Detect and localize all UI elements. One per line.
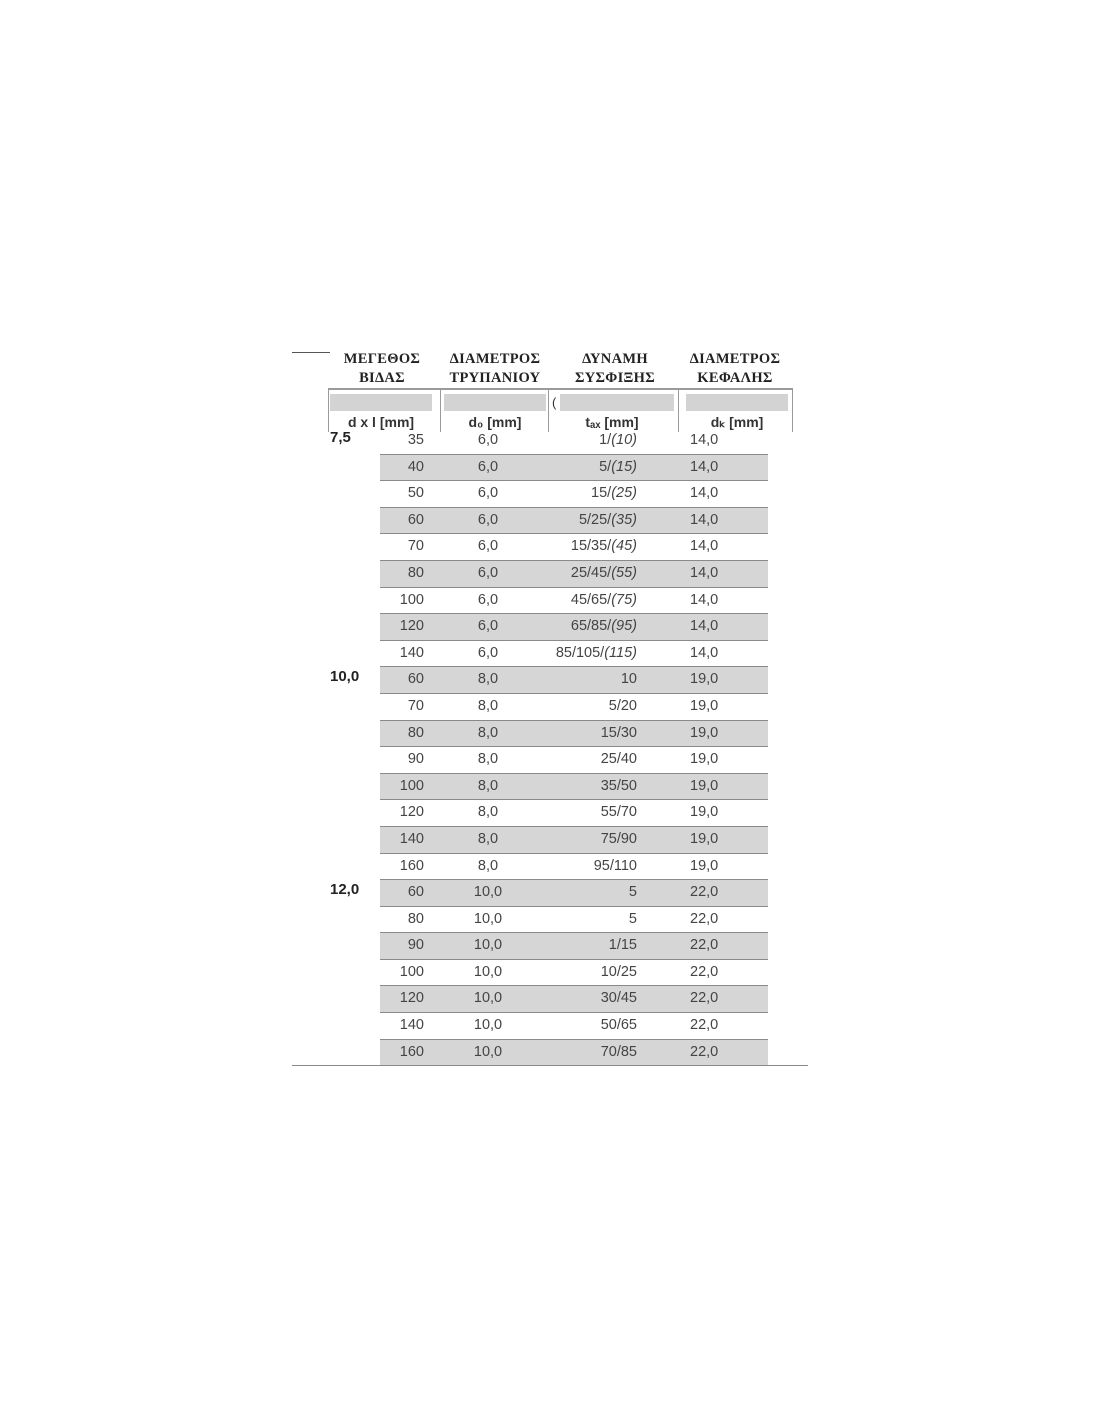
drill-diameter-cell: 10,0 (473, 910, 503, 927)
head-diameter-cell: 22,0 (690, 963, 719, 980)
screw-diameter-cell (330, 641, 370, 667)
screw-diameter-cell: 10,0 (330, 668, 360, 686)
head-diameter-cell: 14,0 (690, 511, 719, 528)
clamping-force-value: 25/40 (600, 751, 637, 768)
header-gray-band (686, 394, 788, 411)
head-diameter-cell: 22,0 (690, 937, 719, 954)
screw-diameter-cell (330, 721, 370, 747)
table-row (292, 588, 808, 615)
clamping-force-max-value: (45) (611, 538, 637, 555)
drill-diameter-cell: 6,0 (477, 618, 499, 635)
clamping-force-value: 15/30 (600, 724, 637, 741)
clamping-force-cell (542, 481, 637, 507)
screw-diameter-cell (330, 933, 370, 959)
table-row (292, 986, 808, 1013)
table-row (292, 854, 808, 881)
drill-diameter-cell: 10,0 (473, 884, 503, 901)
table-row (292, 667, 808, 694)
clamping-force-value: 50/65 (600, 1017, 637, 1034)
drill-diameter-cell: 10,0 (473, 1043, 503, 1060)
drill-diameter-cell: 6,0 (477, 511, 499, 528)
screw-length-cell: 70 (407, 697, 424, 714)
screw-length-cell: 90 (407, 751, 424, 768)
clamping-force-value: 70/85 (600, 1043, 637, 1060)
head-diameter-cell: 19,0 (690, 777, 719, 794)
screw-diameter-cell (330, 481, 370, 507)
clamping-force-value: 35/50 (600, 777, 637, 794)
head-diameter-cell: 19,0 (690, 830, 719, 847)
clamping-force-value: 5 (628, 884, 637, 901)
head-diameter-cell: 19,0 (690, 724, 719, 741)
clamping-force-value: 15/ (591, 485, 612, 502)
clamping-force-value: 10/25 (600, 963, 637, 980)
clamping-force-value: 5 (628, 910, 637, 927)
screw-diameter-cell (330, 800, 370, 826)
drill-diameter-cell: 8,0 (477, 697, 499, 714)
head-diameter-cell: 14,0 (690, 538, 719, 555)
screw-diameter-cell (330, 561, 370, 587)
screw-diameter-cell (330, 986, 370, 1012)
table-body (292, 428, 808, 1066)
drill-diameter-cell: 6,0 (477, 485, 499, 502)
head-diameter-cell: 22,0 (690, 884, 719, 901)
row-rule (292, 1065, 808, 1066)
table-row (292, 747, 808, 774)
clamping-force-cell (542, 534, 637, 560)
drill-diameter-cell: 8,0 (477, 830, 499, 847)
clamping-force-value: 55/70 (600, 804, 637, 821)
clamping-force-cell (542, 428, 637, 454)
drill-diameter-cell: 6,0 (477, 644, 499, 661)
table-row (292, 1013, 808, 1040)
unit-drill-diameter: d₀ [mm] (468, 414, 522, 430)
header-clamping-force: ΔΥΝΑΜΗ ΣΥΣΦΙΞΗΣ (574, 351, 656, 386)
screw-length-cell: 70 (407, 538, 424, 555)
table-row (292, 641, 808, 668)
head-diameter-cell: 14,0 (690, 644, 719, 661)
clamping-force-value: 85/105/ (555, 644, 605, 661)
clamping-force-cell (542, 800, 637, 826)
unit-head-diameter: dₖ [mm] (710, 414, 764, 430)
table-row (292, 614, 808, 641)
screw-diameter-cell: 12,0 (330, 881, 360, 899)
clamping-force-value: 5/20 (608, 697, 637, 714)
table-row (292, 694, 808, 721)
clamping-force-max-value: (115) (604, 644, 637, 661)
header-rule (328, 388, 792, 390)
clamping-force-cell (542, 854, 637, 880)
header-head-diameter: ΔΙΑΜΕΤΡΟΣ ΚΕΦΑΛΗΣ (689, 351, 781, 386)
screw-diameter-cell (330, 455, 370, 481)
header-divider (548, 388, 549, 432)
head-diameter-cell: 14,0 (690, 458, 719, 475)
unit-screw-size: d x l [mm] (347, 414, 415, 430)
head-diameter-cell: 14,0 (690, 591, 719, 608)
header-gray-band (444, 394, 546, 411)
head-diameter-cell: 14,0 (690, 432, 719, 448)
screw-spec-table (292, 340, 808, 1072)
clamping-force-value: 1/ (599, 432, 612, 448)
screw-length-cell: 40 (407, 458, 424, 475)
clamping-force-value: 15/35/ (570, 538, 612, 555)
screw-length-cell: 120 (399, 618, 424, 635)
screw-diameter-cell (330, 508, 370, 534)
screw-length-cell: 60 (407, 671, 424, 688)
table-row (292, 1040, 808, 1067)
screw-length-cell: 120 (399, 990, 424, 1007)
clamping-force-cell (542, 561, 637, 587)
clamping-force-max-value: (15) (611, 458, 637, 475)
table-row (292, 455, 808, 482)
screw-diameter-cell (330, 854, 370, 880)
screw-length-cell: 100 (399, 777, 424, 794)
unit-clamping-force: tₐₓ [mm] (585, 414, 639, 430)
table-row (292, 827, 808, 854)
screw-length-cell: 160 (399, 1043, 424, 1060)
header-divider (440, 388, 441, 432)
screw-diameter-cell (330, 960, 370, 986)
clamping-force-cell (542, 1013, 637, 1039)
table-row (292, 481, 808, 508)
screw-length-cell: 80 (407, 910, 424, 927)
clamping-force-value: 95/110 (593, 857, 637, 874)
clamping-force-cell (542, 880, 637, 906)
clamping-force-max-value: (95) (611, 618, 637, 635)
drill-diameter-cell: 8,0 (477, 724, 499, 741)
clamping-force-cell (542, 747, 637, 773)
table-row (292, 880, 808, 907)
clamping-force-cell (542, 694, 637, 720)
screw-diameter-cell (330, 614, 370, 640)
screw-length-cell: 100 (399, 591, 424, 608)
head-diameter-cell: 14,0 (690, 485, 719, 502)
clamping-force-max-value: (55) (611, 564, 637, 581)
drill-diameter-cell: 10,0 (473, 1017, 503, 1034)
table-row (292, 960, 808, 987)
drill-diameter-cell: 6,0 (477, 432, 499, 448)
drill-diameter-cell: 8,0 (477, 671, 499, 688)
clamping-force-max-value: (25) (611, 485, 637, 502)
screw-diameter-cell (330, 827, 370, 853)
head-diameter-cell: 22,0 (690, 1043, 719, 1060)
clamping-force-cell (542, 508, 637, 534)
head-diameter-cell: 22,0 (690, 990, 719, 1007)
clamping-force-cell (542, 455, 637, 481)
screw-length-cell: 100 (399, 963, 424, 980)
top-rule (292, 352, 330, 353)
clamping-force-value: 5/25/ (578, 511, 612, 528)
screw-length-cell: 120 (399, 804, 424, 821)
screw-diameter-cell (330, 1040, 370, 1066)
drill-diameter-cell: 6,0 (477, 538, 499, 555)
screw-length-cell: 140 (399, 1017, 424, 1034)
clamping-force-max-value: (10) (611, 432, 637, 448)
drill-diameter-cell: 6,0 (477, 564, 499, 581)
clamping-force-cell (542, 614, 637, 640)
table-row (292, 800, 808, 827)
drill-diameter-cell: 8,0 (477, 777, 499, 794)
table-row (292, 428, 808, 455)
screw-diameter-cell (330, 588, 370, 614)
drill-diameter-cell: 8,0 (477, 804, 499, 821)
clamping-force-value: 45/65/ (570, 591, 612, 608)
clamping-force-value: 65/85/ (570, 618, 612, 635)
clamping-force-cell (542, 1040, 637, 1066)
clamping-force-cell (542, 960, 637, 986)
clamping-force-value: 5/ (599, 458, 612, 475)
header-gray-band (330, 394, 432, 411)
clamping-force-value: 75/90 (600, 830, 637, 847)
drill-diameter-cell: 6,0 (477, 458, 499, 475)
screw-diameter-cell: 7,5 (330, 429, 351, 446)
clamping-force-cell (542, 641, 637, 667)
screw-diameter-cell (330, 774, 370, 800)
screw-length-cell: 60 (407, 511, 424, 528)
head-diameter-cell: 19,0 (690, 671, 719, 688)
screw-length-cell: 50 (407, 485, 424, 502)
screw-diameter-cell (330, 694, 370, 720)
screw-length-cell: 140 (399, 830, 424, 847)
drill-diameter-cell: 10,0 (473, 937, 503, 954)
screw-length-cell: 90 (407, 937, 424, 954)
head-diameter-cell: 22,0 (690, 1017, 719, 1034)
screw-diameter-cell (330, 534, 370, 560)
drill-diameter-cell: 10,0 (473, 990, 503, 1007)
clamping-force-cell (542, 827, 637, 853)
header-screw-size: ΜΕΓΕΘΟΣ ΒΙΔΑΣ (343, 351, 421, 386)
clamping-force-value: 10 (620, 671, 637, 688)
table-row (292, 534, 808, 561)
head-diameter-cell: 19,0 (690, 697, 719, 714)
clamping-force-cell (542, 907, 637, 933)
drill-diameter-cell: 8,0 (477, 751, 499, 768)
screw-length-cell: 80 (407, 724, 424, 741)
drill-diameter-cell: 10,0 (473, 963, 503, 980)
header-divider (328, 388, 329, 432)
header-gray-band (560, 394, 674, 411)
screw-length-cell: 160 (399, 857, 424, 874)
clamping-force-value: 25/45/ (570, 564, 612, 581)
screw-diameter-cell (330, 907, 370, 933)
table-row (292, 508, 808, 535)
table-row (292, 907, 808, 934)
clamping-force-cell (542, 774, 637, 800)
clamping-force-max-value: (75) (611, 591, 637, 608)
screw-diameter-cell (330, 1013, 370, 1039)
drill-diameter-cell: 8,0 (477, 857, 499, 874)
clamping-force-cell (542, 986, 637, 1012)
head-diameter-cell: 19,0 (690, 751, 719, 768)
head-diameter-cell: 19,0 (690, 804, 719, 821)
screw-length-cell: 60 (407, 884, 424, 901)
head-diameter-cell: 22,0 (690, 910, 719, 927)
clamping-force-cell (542, 667, 637, 693)
header-drill-diameter: ΔΙΑΜΕΤΡΟΣ ΤΡΥΠΑΝΙΟΥ (449, 351, 541, 386)
clamping-force-cell (542, 721, 637, 747)
table-row (292, 774, 808, 801)
clamping-force-cell (542, 933, 637, 959)
screw-length-cell: 35 (407, 432, 424, 448)
head-diameter-cell: 14,0 (690, 618, 719, 635)
clamping-force-value: 1/15 (608, 937, 637, 954)
clamping-force-value: 30/45 (600, 990, 637, 1007)
table-row (292, 721, 808, 748)
head-diameter-cell: 19,0 (690, 857, 719, 874)
table-row (292, 561, 808, 588)
screw-diameter-cell (330, 747, 370, 773)
header-mark: ( (552, 395, 557, 410)
screw-length-cell: 80 (407, 564, 424, 581)
clamping-force-cell (542, 588, 637, 614)
table-row (292, 933, 808, 960)
header-divider (678, 388, 679, 432)
screw-length-cell: 140 (399, 644, 424, 661)
head-diameter-cell: 14,0 (690, 564, 719, 581)
drill-diameter-cell: 6,0 (477, 591, 499, 608)
header-divider (792, 388, 793, 432)
clamping-force-max-value: (35) (611, 511, 637, 528)
